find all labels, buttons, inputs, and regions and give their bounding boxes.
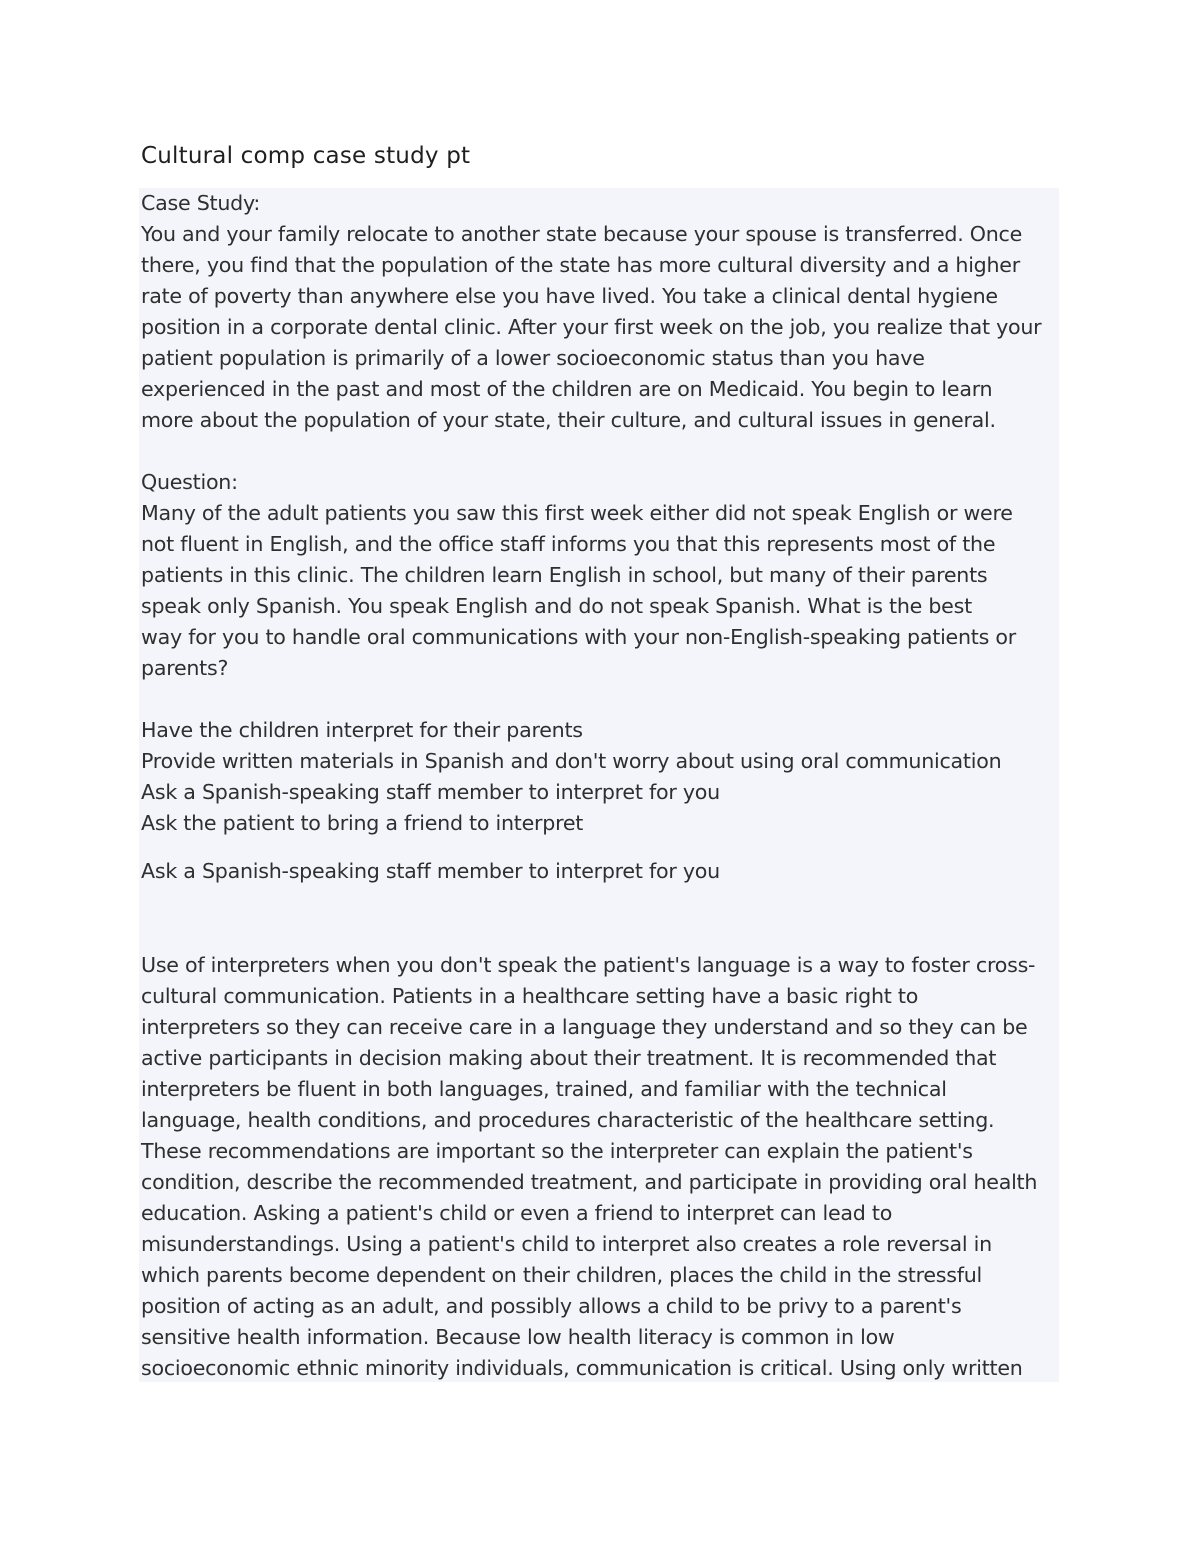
answer-option: Ask a Spanish-speaking staff member to interpret for you (141, 780, 720, 804)
case-study-line: You and your family relocate to another state because your spouse is transferred. Once (141, 222, 1023, 246)
explanation-line: condition, describe the recommended treatment, and participate in providing oral health (141, 1170, 1038, 1194)
case-study-line: there, you find that the population of the state has more cultural diversity and a higher (141, 253, 1020, 277)
case-study-line: rate of poverty than anywhere else you have lived. You take a clinical dental hygiene (141, 284, 998, 308)
explanation-line: cultural communication. Patients in a healthcare setting have a basic right to (141, 984, 919, 1008)
explanation-line: language, health conditions, and procedures characteristic of the healthcare setting. (141, 1108, 995, 1132)
question-line: not fluent in English, and the office staff informs you that this represents most of the (141, 532, 996, 556)
explanation-line: education. Asking a patient's child or even a friend to interpret can lead to (141, 1201, 893, 1225)
case-study-line: patient population is primarily of a lower socioeconomic status than you have (141, 346, 925, 370)
explanation-line: misunderstandings. Using a patient's child to interpret also creates a role reversal in (141, 1232, 992, 1256)
explanation-line: sensitive health information. Because low health literacy is common in low (141, 1325, 895, 1349)
question-line: way for you to handle oral communications with your non-English-speaking patients or (141, 625, 1016, 649)
case-study-line: position in a corporate dental clinic. After your first week on the job, you realize that your (141, 315, 1042, 339)
explanation-line: position of acting as an adult, and possibly allows a child to be privy to a parent's (141, 1294, 962, 1318)
case-study-line: experienced in the past and most of the children are on Medicaid. You begin to learn (141, 377, 993, 401)
question-line: parents? (141, 656, 229, 680)
content-block (139, 188, 1059, 1382)
case-study-heading: Case Study: (141, 191, 261, 215)
correct-answer: Ask a Spanish-speaking staff member to interpret for you (141, 859, 720, 883)
question-line: speak only Spanish. You speak English and do not speak Spanish. What is the best (141, 594, 972, 618)
answer-option: Have the children interpret for their parents (141, 718, 583, 742)
answer-option: Ask the patient to bring a friend to interpret (141, 811, 584, 835)
explanation-line: which parents become dependent on their children, places the child in the stressful (141, 1263, 982, 1287)
question-line: patients in this clinic. The children learn English in school, but many of their parents (141, 563, 988, 587)
page-title: Cultural comp case study pt (141, 143, 471, 169)
answer-option: Provide written materials in Spanish and don't worry about using oral communication (141, 749, 1002, 773)
question-line: Many of the adult patients you saw this first week either did not speak English or were (141, 501, 1013, 525)
explanation-line: Use of interpreters when you don't speak the patient's language is a way to foster cross- (141, 953, 1036, 977)
question-heading: Question: (141, 470, 238, 494)
explanation-line: These recommendations are important so the interpreter can explain the patient's (141, 1139, 973, 1163)
explanation-line: socioeconomic ethnic minority individuals, communication is critical. Using only written (141, 1356, 1023, 1380)
case-study-line: more about the population of your state, their culture, and cultural issues in general. (141, 408, 996, 432)
explanation-line: interpreters so they can receive care in a language they understand and so they can be (141, 1015, 1028, 1039)
explanation-line: interpreters be fluent in both languages, trained, and familiar with the technical (141, 1077, 947, 1101)
explanation-line: active participants in decision making about their treatment. It is recommended that (141, 1046, 997, 1070)
